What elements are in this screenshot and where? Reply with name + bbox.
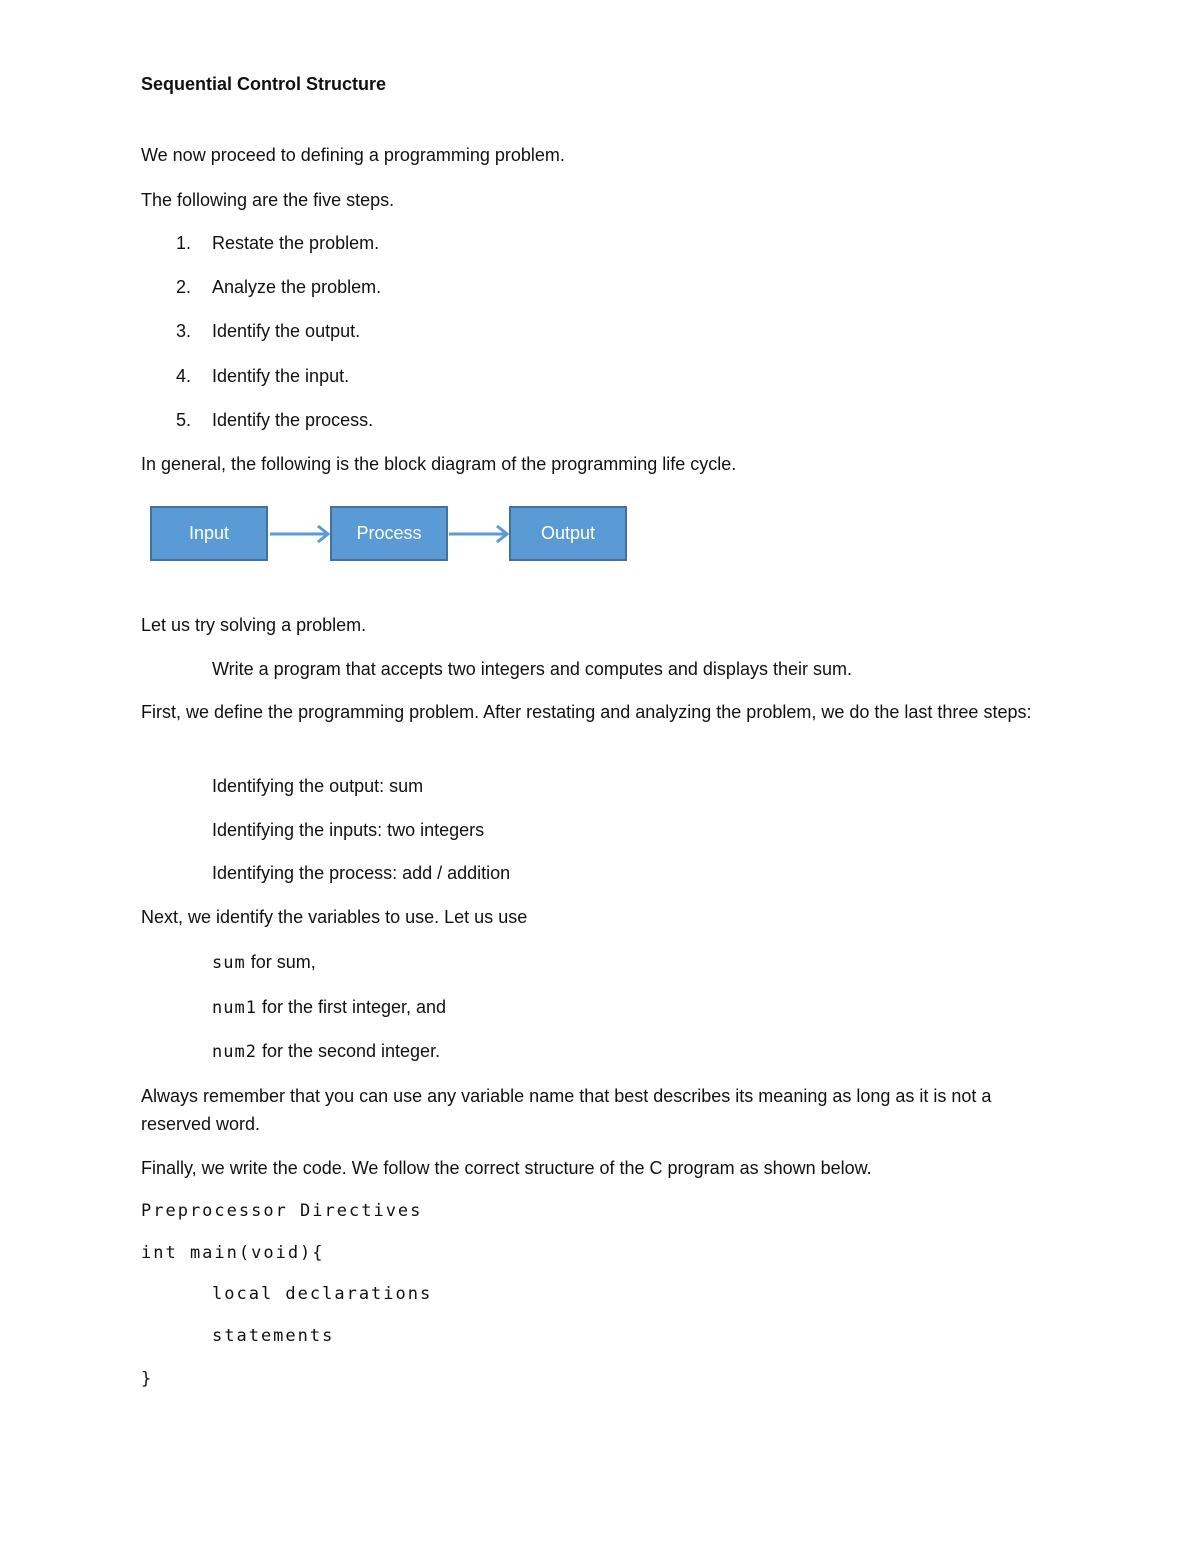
variable-code: num1 — [212, 998, 257, 1018]
list-number: 2. — [176, 277, 192, 297]
list-text: Analyze the problem. — [212, 277, 382, 297]
list-text: Identify the input. — [212, 366, 350, 386]
code-line-statements: statements — [212, 1326, 335, 1346]
code-line-locals: local declarations — [212, 1284, 433, 1304]
variable-code: sum — [212, 953, 246, 973]
identify-process: Identifying the process: add / addition — [212, 863, 511, 883]
identify-inputs: Identifying the inputs: two integers — [212, 820, 485, 840]
list-number: 4. — [176, 366, 192, 386]
variables-intro: Next, we identify the variables to use. Let us use — [141, 907, 528, 927]
reminder-paragraph: Always remember that you can use any variable name that best describes its meaning as long as it is not a reserved word. — [141, 1086, 992, 1134]
code-line-close: } — [141, 1369, 154, 1389]
intro-paragraph: We now proceed to defining a programming problem. — [141, 145, 565, 165]
diagram-intro: In general, the following is the block diagram of the programming life cycle. — [141, 454, 737, 474]
process-block: Process — [330, 506, 448, 561]
list-text: Identify the process. — [212, 410, 374, 430]
variable-item — [212, 1040, 440, 1063]
input-block: Input — [150, 506, 268, 561]
variable-code: num2 — [212, 1042, 257, 1062]
list-text: Restate the problem. — [212, 233, 380, 253]
list-number: 5. — [176, 410, 192, 430]
output-block: Output — [509, 506, 627, 561]
steps-intro: The following are the five steps. — [141, 190, 395, 210]
problem-statement: Write a program that accepts two integers and computes and displays their sum. — [212, 659, 852, 679]
variable-desc: for sum, — [245, 952, 316, 972]
variable-item — [212, 996, 446, 1019]
try-paragraph: Let us try solving a problem. — [141, 615, 367, 635]
variable-desc: for the first integer, and — [256, 997, 447, 1017]
code-line-directives: Preprocessor Directives — [141, 1201, 423, 1221]
variable-item — [212, 951, 316, 974]
finally-paragraph: Finally, we write the code. We follow the correct structure of the C program as shown below. — [141, 1158, 872, 1178]
list-number: 3. — [176, 321, 192, 341]
code-line-main: int main(void){ — [141, 1243, 325, 1263]
variable-desc: for the second integer. — [256, 1041, 441, 1061]
list-text: Identify the output. — [212, 321, 361, 341]
define-paragraph: First, we define the programming problem. After restating and analyzing the problem, we do the last three steps: — [141, 702, 1032, 722]
identify-output: Identifying the output: sum — [212, 776, 424, 796]
list-number: 1. — [176, 233, 192, 253]
page-title: Sequential Control Structure — [141, 74, 387, 94]
